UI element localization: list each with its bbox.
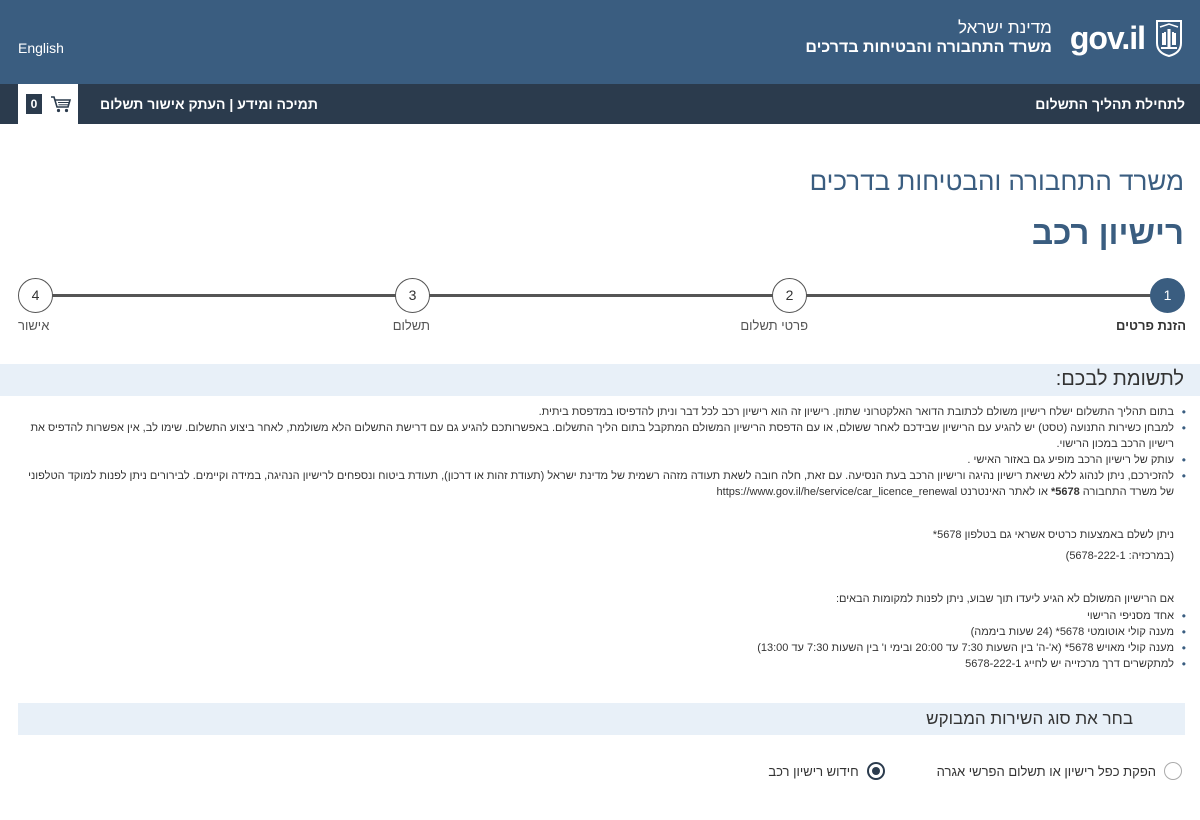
attention-content <box>11 404 1186 672</box>
attention-bullet-list <box>11 404 1186 484</box>
page-title: רישיון רכב <box>1032 214 1184 251</box>
brand-country: מדינת ישראל <box>957 18 1052 37</box>
service-header <box>18 703 1185 735</box>
cart-button[interactable] <box>18 84 78 124</box>
not-arrived-line: אם הרישיון המשולם לא הגיע ליעדו תוך שבוע, ניתן לפנות למקומות הבאים: <box>835 593 1174 605</box>
spacer <box>11 565 1186 591</box>
spacer <box>11 501 1186 527</box>
contact-bullet: • אחד מסניפי הרישוי <box>11 608 1186 624</box>
service-radio-group <box>716 762 1182 780</box>
attention-title: לתשומת לבכם: <box>1055 368 1184 390</box>
step-4-circle: 4 <box>18 278 53 313</box>
radio-duplicate-license-label: הפקת כפל רישיון או תשלום הפרשי אגרה <box>936 763 1156 779</box>
phone-pay-line: ניתן לשלם באמצעות כרטיס אשראי גם בטלפון 5678* <box>932 529 1174 541</box>
contact-prefix: של משרד התחבורה <box>1082 486 1174 498</box>
language-link-english[interactable]: English <box>18 40 64 56</box>
contact-line <box>11 484 1186 501</box>
contact-bullet-list <box>11 608 1186 672</box>
attention-bullet: • להזכירכם, ניתן לנהוג ללא נשיאת רישיון נהיגה ורישיון הרכב בעת הנסיעה. עם זאת, חלה חובה לשאת תעודה מזהה רשמית של מדינת ישראל (תעודת זהות או דרכון), תעודת ביטוח ונספחים לרישיון הנהיגה, במידה וקיימים. לבירורים ניתן לפנות למוקד הטלפוני <box>11 468 1186 484</box>
contact-phone: 5678* <box>1050 486 1080 498</box>
stepper-line <box>35 294 1167 297</box>
contact-bullet: • מענה קולי אוטומטי 5678* (24 שעות ביממה) <box>11 624 1186 640</box>
contact-bullet: • מענה קולי מאויש 5678* (א'-ה' בין השעות 7:30 עד 20:00 ובימי ו' בין השעות 7:30 עד 13:00) <box>11 640 1186 656</box>
contact-url-link[interactable]: https://www.gov.il/he/service/car_licence_renewal <box>716 486 958 498</box>
radio-renew-license-input[interactable] <box>867 762 885 780</box>
brand-text <box>805 18 1051 58</box>
top-header <box>0 0 1200 84</box>
step-3-circle: 3 <box>395 278 430 313</box>
state-emblem-icon <box>1155 19 1183 57</box>
govil-logo: gov.il <box>1069 20 1145 56</box>
attention-header <box>0 364 1200 396</box>
service-title: בחר את סוג השירות המבוקש <box>926 709 1133 728</box>
contact-bullet: • למתקשרים דרך מרכזייה יש לחייג 5678-222-1 <box>11 656 1186 672</box>
ministry-title: משרד התחבורה והבטיחות בדרכים <box>809 166 1184 196</box>
attention-bullet: • בתום תהליך התשלום ישלח רישיון משולם לכתובת הדואר האלקטרוני שתוזן. רישיון זה הוא רישיון רכב לכל דבר וניתן להדפיסו במדפסת ביתית. <box>11 404 1186 420</box>
attention-bullet: • למבחן כשירות התנועה (טסט) יש להגיע עם הרישיון שבידכם לאחר ששולם, או עם הדפסת הרישיון המשולם המתקבל בתום הליך התשלום. באפשרותכם להגיע גם עם דרישת התשלום הלא משולמת, לאחר ביצוע התשלום. שימו לב, אין אפשרות להדפיס את רישיון הרכב במכון הרישוי. <box>11 420 1186 452</box>
radio-renew-license-label: חידוש רישיון רכב <box>768 763 859 779</box>
phone-center-line: (במרכזיה: 5678-222-1) <box>1065 550 1174 562</box>
brand-area[interactable] <box>805 18 1183 58</box>
shopping-cart-icon <box>50 95 72 113</box>
progress-stepper <box>0 276 1200 340</box>
step-2-label: פרטי תשלום <box>740 318 808 333</box>
step-4-label: אישור <box>18 318 50 333</box>
contact-mid: או לאתר האינטרנט <box>960 486 1048 498</box>
payment-start-link[interactable]: לתחילת תהליך התשלום <box>1035 96 1185 112</box>
cart-count-badge: 0 <box>26 94 42 114</box>
step-1-label: הזנת פרטים <box>1115 318 1186 333</box>
radio-renew-license[interactable] <box>768 762 884 780</box>
step-3-label: תשלום <box>392 318 430 333</box>
support-and-receipt-link[interactable]: תמיכה ומידע | העתק אישור תשלום <box>100 96 318 112</box>
radio-duplicate-license-input[interactable] <box>1164 762 1182 780</box>
attention-bullet: • עותק של רישיון הרכב מופיע גם באזור האישי . <box>11 452 1186 468</box>
brand-ministry: משרד התחבורה והבטיחות בדרכים <box>805 39 1052 56</box>
radio-duplicate-license[interactable] <box>937 762 1182 780</box>
nav-bar <box>0 84 1200 124</box>
step-2-circle: 2 <box>772 278 807 313</box>
step-1-circle: 1 <box>1150 278 1185 313</box>
